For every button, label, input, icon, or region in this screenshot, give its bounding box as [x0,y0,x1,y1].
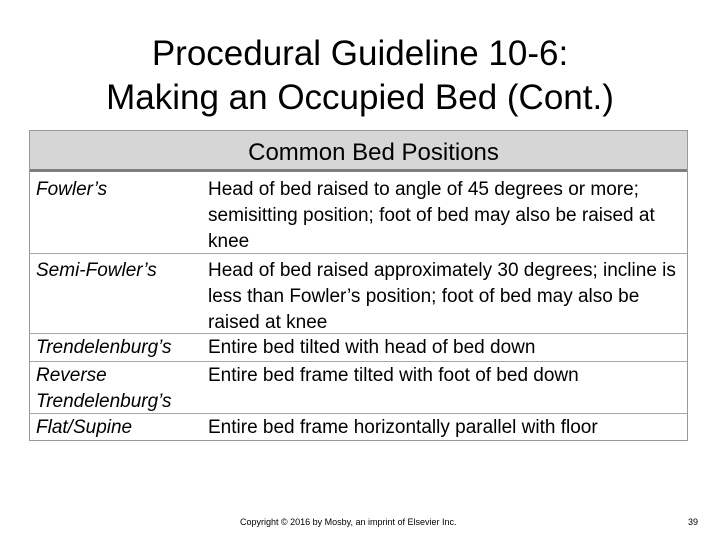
table-row [30,413,687,440]
position-description: Head of bed raised approximately 30 degrees; incline is less than Fowler’s position; foot of bed may also be raised at knee [208,260,676,333]
table-header [30,131,687,172]
table-header-text: Common Bed Positions [248,139,499,166]
position-term: Trendelenburg’s [36,337,172,358]
table-row [30,361,687,413]
page-number: 39 [688,517,699,527]
position-term: Semi-Fowler’s [36,260,157,281]
position-description: Entire bed frame horizontally parallel with floor [208,417,598,438]
position-description: Entire bed tilted with head of bed down [208,337,536,358]
table-row [30,333,687,361]
position-term: Flat/Supine [36,417,133,438]
position-term: Fowler’s [36,179,108,200]
title-line-1: Procedural Guideline 10-6: [151,34,569,73]
title-line-2: Making an Occupied Bed (Cont.) [106,78,614,117]
slide-title [0,32,720,120]
bed-positions-table [29,130,688,441]
position-description: Entire bed frame tilted with foot of bed down [208,365,579,386]
table-row [30,253,687,333]
table-row [30,173,687,253]
copyright-footer: Copyright © 2016 by Mosby, an imprint of Elsevier Inc. [240,517,457,527]
position-term: Reverse Trendelenburg’s [36,365,172,412]
position-description: Head of bed raised to angle of 45 degrees or more; semisitting position; foot of bed may also be raised at knee [208,179,655,252]
